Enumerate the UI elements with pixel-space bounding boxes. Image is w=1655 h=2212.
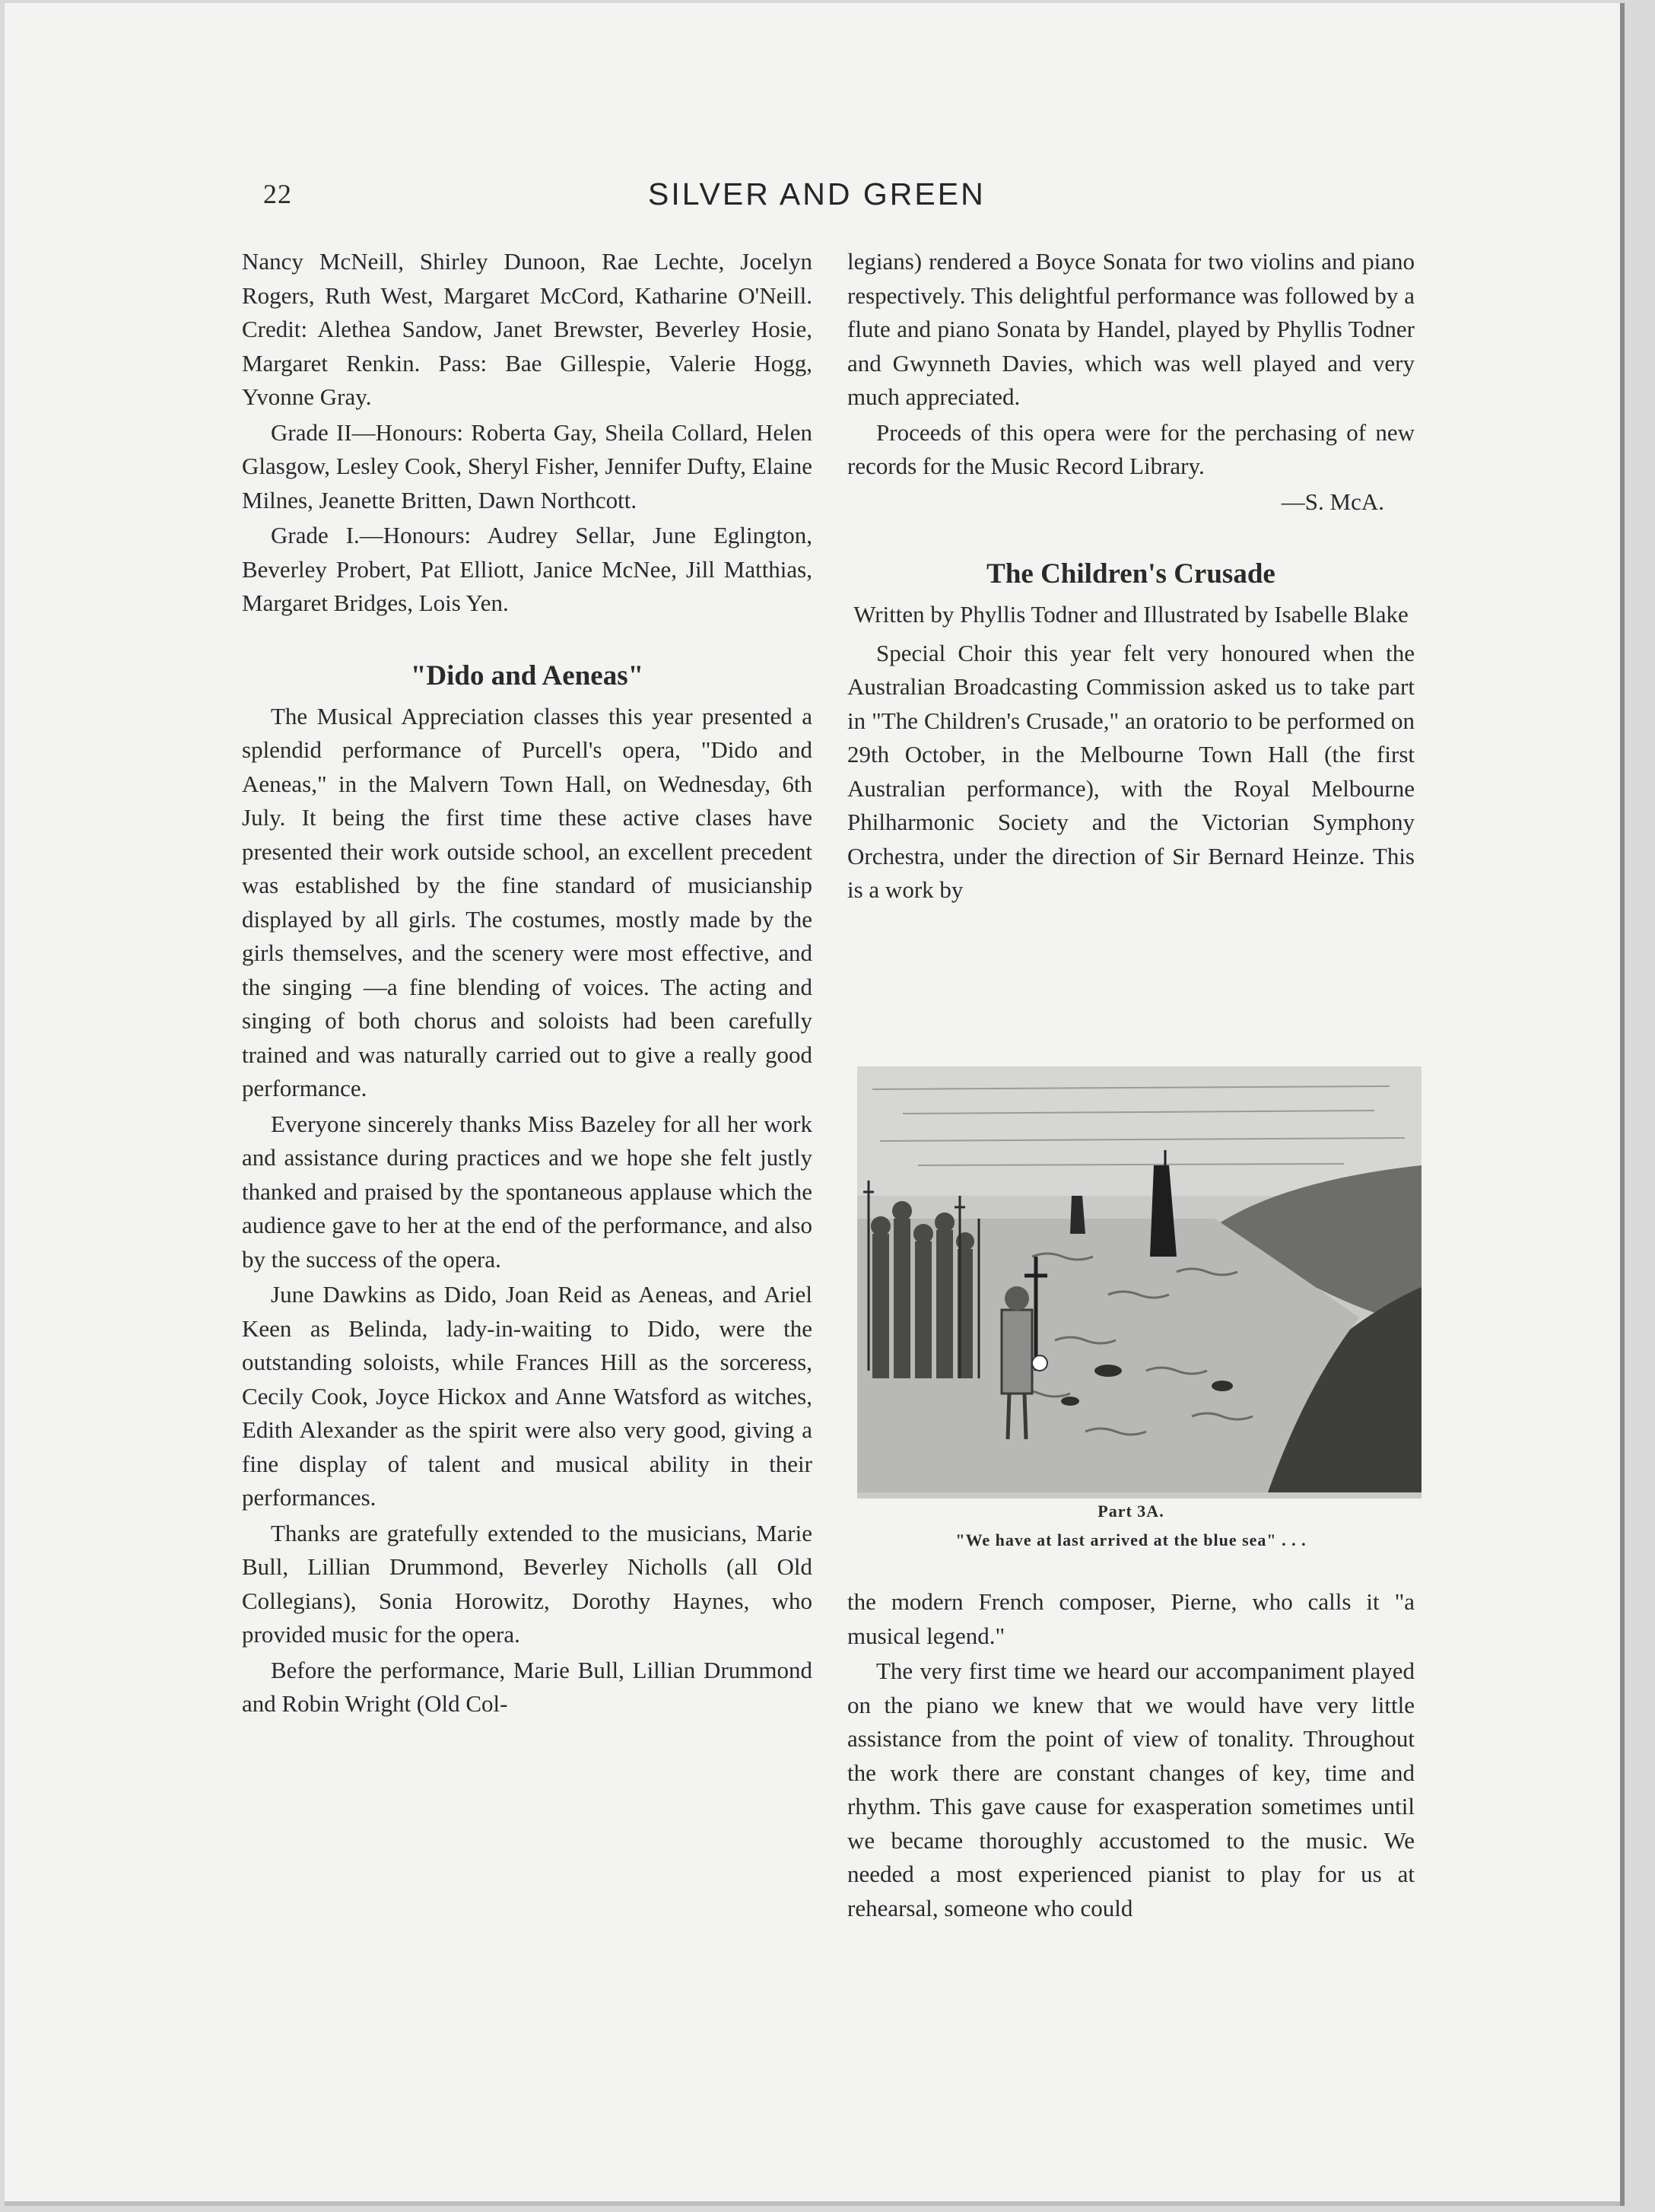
author-signature: —S. McA.	[1281, 488, 1384, 515]
results-paragraph: Nancy McNeill, Shirley Dunoon, Rae Lechte, Jocelyn Rogers, Ruth West, Margaret McCord, Katharine O'Neill. Credit: Alethea Sandow, Janet Brewster, Beverley Hosie, Margaret Renkin. Pass: Bae Gillespie, Valerie Hogg, Yvonne Gray.	[242, 248, 812, 410]
page-number: 22	[263, 179, 292, 209]
dido-paragraph: Thanks are gratefully extended to the musicians, Marie Bull, Lillian Drummond, Beverley Nicholls (all Old Collegians), Sonia Horowitz, Dorothy Haynes, who provided music for the opera.	[242, 1519, 812, 1648]
crusade-heading: The Children's Crusade	[986, 558, 1275, 590]
dido-heading: "Dido and Aeneas"	[410, 659, 644, 691]
child-head	[1005, 1286, 1029, 1311]
opera-paragraph: legians) rendered a Boyce Sonata for two violins and piano respectively. This delightful performance was followed by a flute and piano Sonata by Handel, played by Phyllis Todner and Gwynneth Davies, which was well played and very much appreciated.	[847, 248, 1415, 410]
child-figure	[1002, 1310, 1032, 1394]
crusade-paragraph: The very first time we heard our accompaniment played on the piano we knew that we would have very little assistance from the point of view of tonality. Throughout the work there are constant changes of key, time and rhythm. This gave cause for exasperation sometimes until we became thoroughly accustomed to the music. We needed a most experienced pianist to play for us at rehearsal, someone who could	[847, 1657, 1415, 1921]
right-column-upper	[847, 245, 1415, 909]
opera-paragraph: Proceeds of this opera were for the perchasing of new records for the Music Record Library.	[847, 418, 1415, 479]
figure-caption-part: Part 3A.	[1098, 1502, 1164, 1521]
results-paragraph: Grade II—Honours: Roberta Gay, Sheila Collard, Helen Glasgow, Lesley Cook, Sheryl Fisher, Jennifer Dufty, Elaine Milnes, Jeanette Britten, Dawn Northcott.	[242, 418, 812, 513]
crusade-byline: Written by Phyllis Todner and Illustrated by Isabelle Blake	[853, 601, 1409, 628]
dido-paragraph: Before the performance, Marie Bull, Lillian Drummond and Robin Wright (Old Col-	[242, 1656, 812, 1717]
dido-paragraph: The Musical Appreciation classes this year presented a splendid performance of Purcell's opera, "Dido and Aeneas," in the Malvern Town Hall, on Wednesday, 6th July. It being the first time these active clases have presented their work outside school, an excellent precedent was established by the fine standard of musicianship displayed by all girls. The costumes, mostly made by the girls themselves, and the scenery were most effective, and the singing —a fine blending of voices. The acting and singing of both chorus and soloists had been carefully trained and was naturally carried out to give a really good performance.	[242, 702, 812, 1101]
right-column-lower	[847, 1585, 1415, 1927]
crusade-illustration	[857, 1066, 1422, 1499]
running-title: SILVER AND GREEN	[648, 176, 986, 211]
illustration-drawing	[857, 1066, 1422, 1499]
crusade-paragraph: Special Choir this year felt very honoured when the Australian Broadcasting Commission asked us to take part in "The Children's Crusade," an oratorio to be performed on 29th October, in the Melbourne Town Hall (the first Australian performance), with the Royal Melbourne Philharmonic Society and the Victorian Symphony Orchestra, under the direction of Sir Bernard Heinze. This is a work by	[847, 639, 1415, 903]
magazine-page	[5, 3, 1625, 2206]
figure-caption-quote: "We have at last arrived at the blue sea" . . .	[955, 1530, 1307, 1549]
crusade-paragraph: the modern French composer, Pierne, who calls it "a musical legend."	[847, 1588, 1415, 1649]
results-paragraph: Grade I.—Honours: Audrey Sellar, June Eglington, Beverley Probert, Pat Elliott, Janice McNee, Jill Matthias, Margaret Bridges, Lois Yen.	[242, 522, 812, 616]
dido-paragraph: June Dawkins as Dido, Joan Reid as Aeneas, and Ariel Keen as Belinda, lady-in-waiting to Dido, were the outstanding soloists, while Frances Hill as the sorceress, Cecily Cook, Joyce Hickox and Anne Watsford as witches, Edith Alexander as the spirit were also very good, giving a fine display of talent and musical ability in their performances.	[242, 1281, 812, 1511]
dido-paragraph: Everyone sincerely thanks Miss Bazeley for all her work and assistance during practices and we hope she felt justly thanked and praised by the spontaneous applause which the audience gave to her at the end of the performance, and also by the success of the opera.	[242, 1110, 812, 1273]
left-column	[242, 245, 812, 1723]
